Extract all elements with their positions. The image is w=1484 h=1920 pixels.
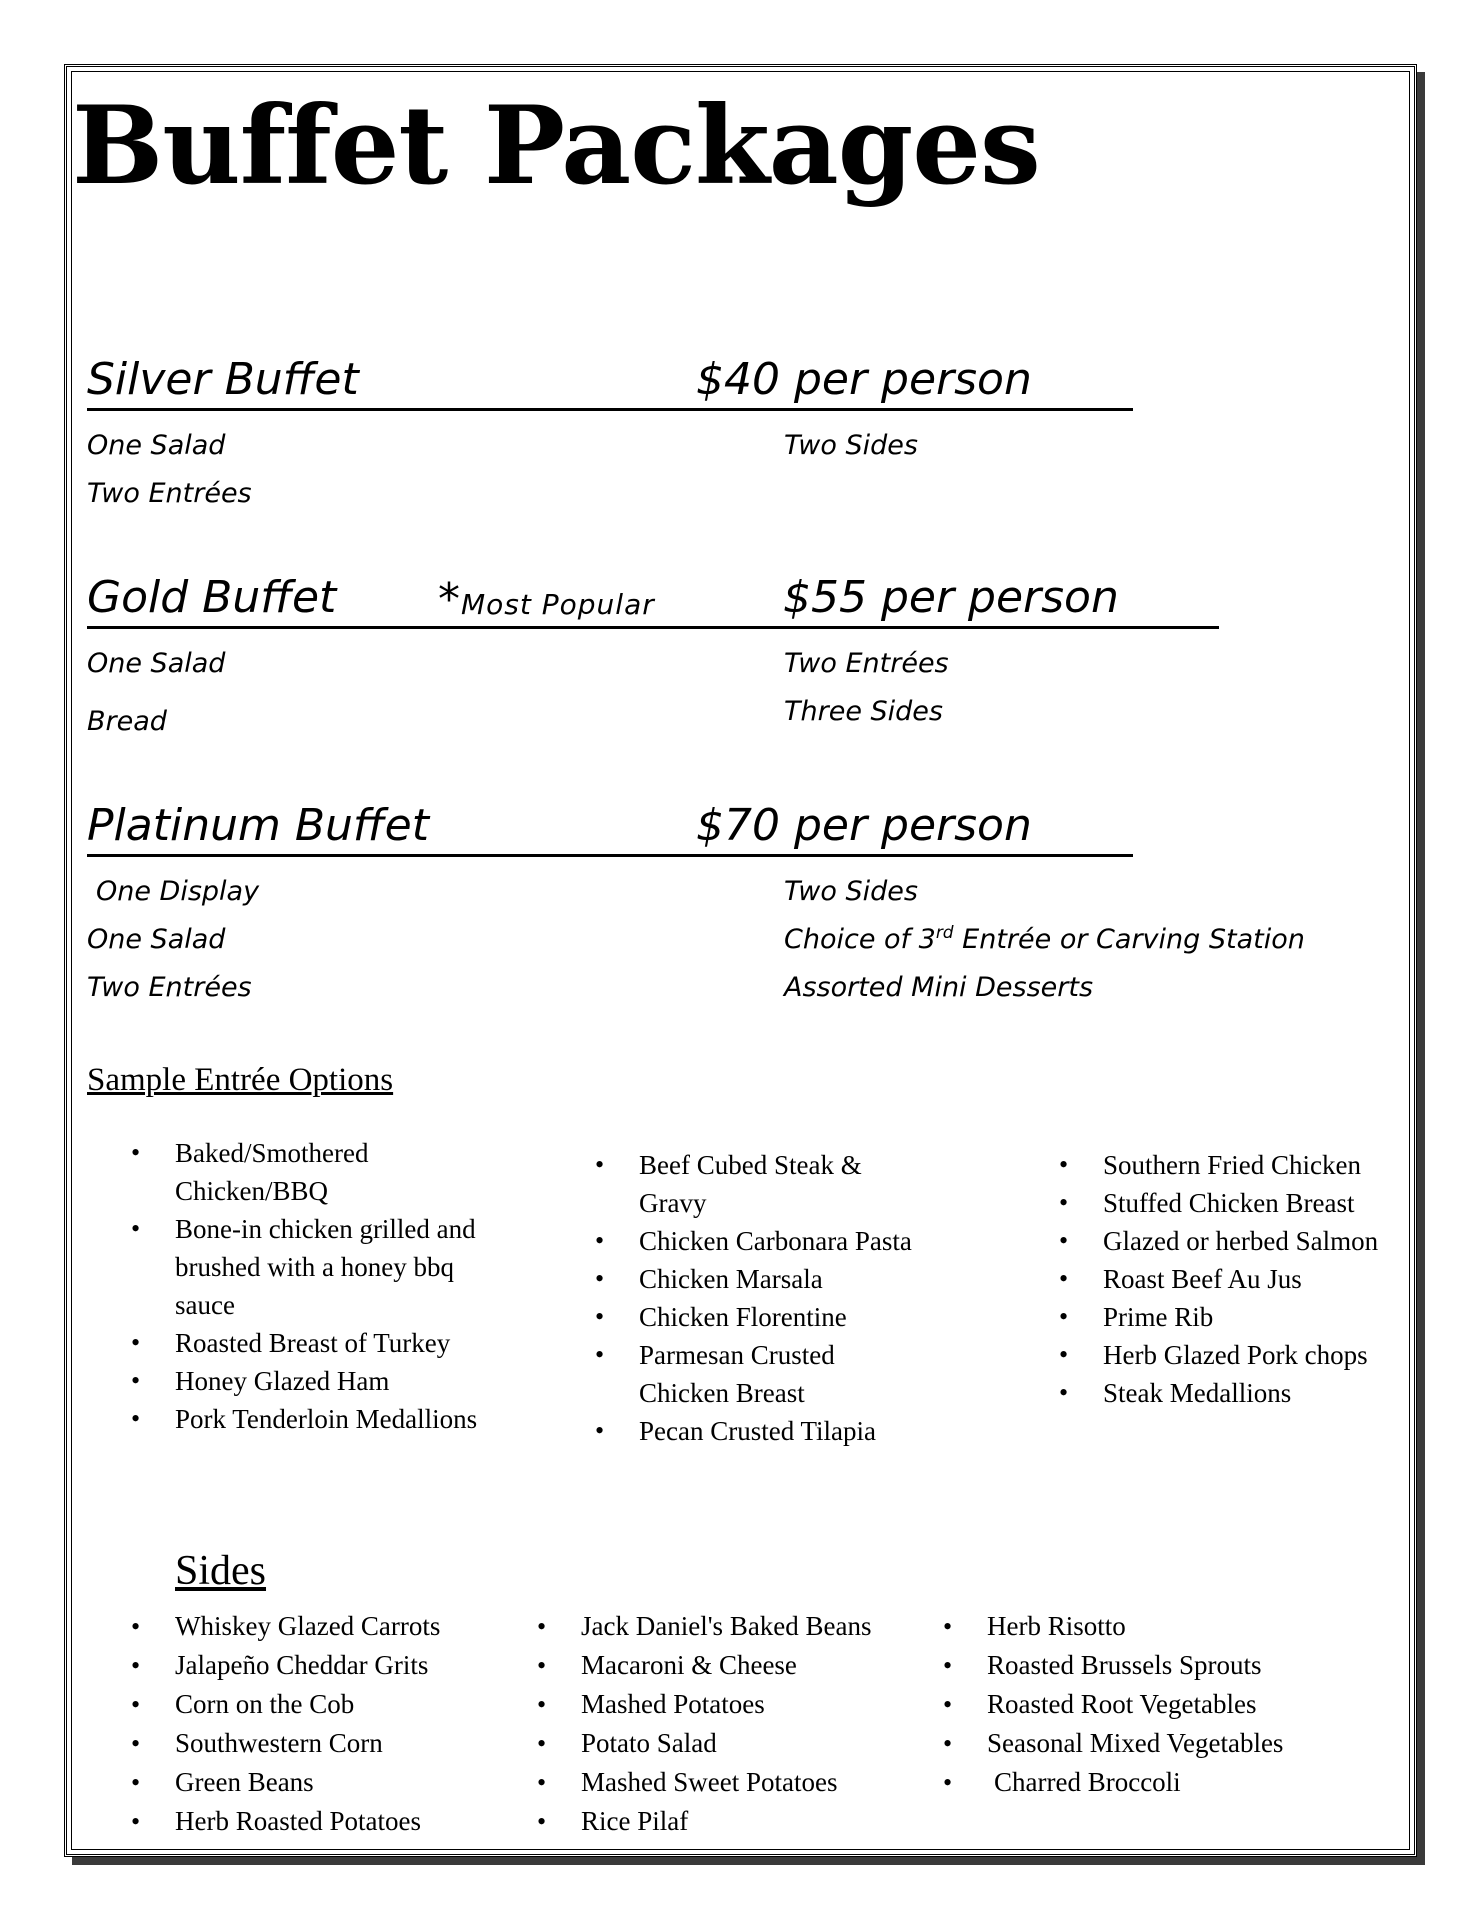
list-item: • Green Beans [87,1763,507,1802]
package-price: $55 per person [783,572,1119,623]
badge-star: * [438,574,461,625]
list-item: • Seasonal Mixed Vegetables [899,1724,1359,1763]
list-item: • Roast Beef Au Jus [1015,1260,1415,1298]
most-popular-badge [438,572,655,633]
list-item: • Baked/Smothered Chicken/BBQ [87,1134,487,1210]
list-item: • Chicken Florentine [551,1298,931,1336]
sides-column-1 [87,1607,507,1841]
package-item: One Display [96,876,260,907]
list-item: • Roasted Root Vegetables [899,1685,1359,1724]
sides-column-2 [493,1607,913,1841]
badge-text: Most Popular [461,588,655,621]
list-item: • Roasted Breast of Turkey [87,1324,487,1362]
entree-heading: Sample Entrée Options [87,1062,394,1098]
choice-text-rest: Entrée or Carving Station [953,924,1305,955]
package-item: Two Entrées [87,972,252,1003]
choice-superscript: rd [935,923,954,943]
sides-heading: Sides [175,1548,267,1594]
list-item: • Herb Glazed Pork chops [1015,1336,1415,1374]
package-header [87,798,1133,857]
list-item: • Potato Salad [493,1724,913,1763]
package-item: Two Sides [784,430,918,461]
page-frame [64,64,1417,1857]
list-item: • Whiskey Glazed Carrots [87,1607,507,1646]
list-item: • Mashed Potatoes [493,1685,913,1724]
package-name: Silver Buffet [87,354,359,405]
package-item: Bread [87,706,167,737]
package-item: Assorted Mini Desserts [784,972,1094,1003]
list-item: • Roasted Brussels Sprouts [899,1646,1359,1685]
package-name: Platinum Buffet [87,800,429,851]
list-item: • Chicken Carbonara Pasta [551,1222,931,1260]
list-item: • Mashed Sweet Potatoes [493,1763,913,1802]
list-item: • Rice Pilaf [493,1802,913,1841]
list-item: • Herb Risotto [899,1607,1359,1646]
package-item: One Salad [87,430,226,461]
entree-column-2 [551,1146,931,1450]
package-item-choice [784,925,1305,955]
list-item: • Glazed or herbed Salmon [1015,1222,1415,1260]
list-item: • Macaroni & Cheese [493,1646,913,1685]
list-item: • Charred Broccoli [899,1763,1359,1802]
package-item: Two Entrées [784,648,949,679]
list-item: • Pecan Crusted Tilapia [551,1412,931,1450]
list-item: • Parmesan Crusted Chicken Breast [551,1336,931,1412]
list-item: • Herb Roasted Potatoes [87,1802,507,1841]
package-item: One Salad [87,924,226,955]
package-price: $70 per person [696,800,1032,851]
entree-column-3 [1015,1146,1415,1412]
package-header [87,570,1219,629]
list-item: • Southwestern Corn [87,1724,507,1763]
package-item: One Salad [87,648,226,679]
sides-column-3 [899,1607,1359,1802]
list-item: • Jalapeño Cheddar Grits [87,1646,507,1685]
entree-column-1 [87,1134,487,1438]
list-item: • Southern Fried Chicken [1015,1146,1415,1184]
list-item: • Pork Tenderloin Medallions [87,1400,487,1438]
list-item: • Chicken Marsala [551,1260,931,1298]
list-item: • Steak Medallions [1015,1374,1415,1412]
choice-text: Choice of 3 [784,924,936,955]
package-item: Two Entrées [87,478,252,509]
package-price: $40 per person [696,354,1032,405]
package-item: Two Sides [784,876,918,907]
list-item: • Stuffed Chicken Breast [1015,1184,1415,1222]
list-item: • Honey Glazed Ham [87,1362,487,1400]
list-item: • Prime Rib [1015,1298,1415,1336]
list-item: • Beef Cubed Steak & Gravy [551,1146,931,1222]
list-item: • Bone-in chicken grilled and brushed with a honey bbq sauce [87,1210,487,1324]
package-header [87,352,1133,411]
page-title: Buffet Packages [72,83,1040,209]
list-item: • Corn on the Cob [87,1685,507,1724]
list-item: • Jack Daniel's Baked Beans [493,1607,913,1646]
package-name: Gold Buffet [87,572,337,623]
package-item: Three Sides [784,696,943,727]
